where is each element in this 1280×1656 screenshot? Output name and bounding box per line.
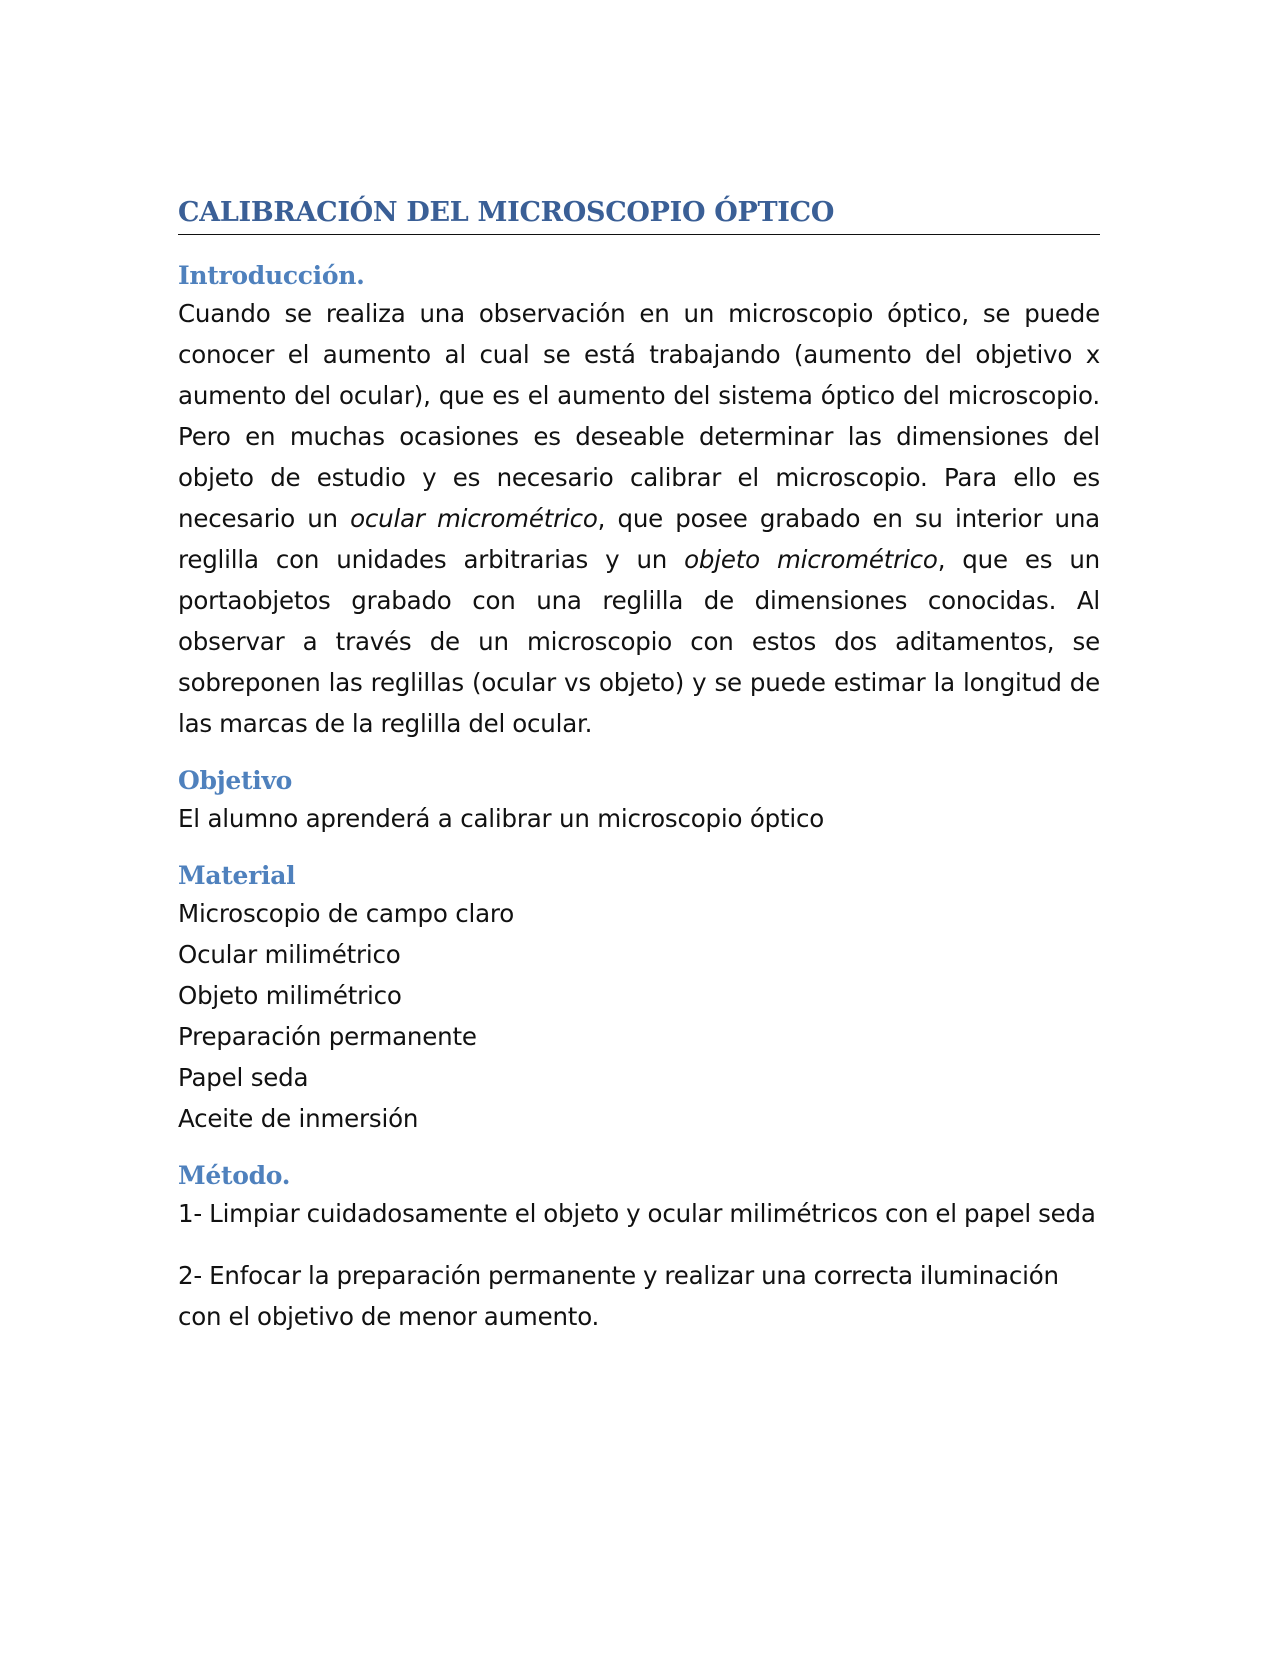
metodo-step: 1- Limpiar cuidadosamente el objeto y ocular milimétricos con el papel seda — [178, 1199, 1096, 1228]
metodo-section — [178, 1159, 1100, 1337]
material-heading: Material — [178, 861, 296, 890]
objetivo-heading: Objetivo — [178, 766, 293, 795]
material-item: Preparación permanente — [178, 1022, 477, 1051]
objetivo-section — [178, 764, 1100, 839]
intro-text-3: , que es un portaobjetos grabado con una reglilla de dimensiones conocidas. Al observar a través de un microscopio con estos dos aditamentos, se sobreponen las reglillas (ocular vs objeto) y se puede estimar la longitud de las marcas de la reglilla del ocular. — [178, 545, 1101, 738]
intro-emphasis-ocular: ocular micrométrico — [350, 504, 598, 533]
objetivo-text: El alumno aprenderá a calibrar un microscopio óptico — [178, 804, 825, 833]
intro-text-2: , que posee grabado en su interior una reglilla con unidades arbitrarias y un — [178, 504, 1100, 574]
material-item: Microscopio de campo claro — [178, 899, 515, 928]
material-section — [178, 859, 1100, 1139]
intro-text-1: Cuando se realiza una observación en un microscopio óptico, se puede conocer el aumento al cual se está trabajando (aumento del objetivo x aumento del ocular), que es el aumento del sistema óptico del microscopio. Pero en muchas ocasiones es deseable determinar las dimensiones del objeto de estudio y es necesario calibrar el microscopio. Para ello es necesario un — [178, 299, 1100, 533]
intro-paragraph — [178, 293, 1100, 744]
intro-emphasis-objeto: objeto micrométrico — [684, 545, 938, 574]
material-item: Papel seda — [178, 1063, 309, 1092]
material-item: Ocular milimétrico — [178, 940, 401, 969]
material-item: Aceite de inmersión — [178, 1104, 419, 1133]
document-title: CALIBRACIÓN DEL MICROSCOPIO ÓPTICO — [178, 196, 1100, 235]
metodo-heading: Método. — [178, 1161, 291, 1190]
document-page — [178, 196, 1100, 1337]
intro-section — [178, 259, 1100, 744]
intro-heading: Introducción. — [178, 261, 365, 290]
material-item: Objeto milimétrico — [178, 981, 402, 1010]
metodo-step: 2- Enfocar la preparación permanente y realizar una correcta iluminación con el objetivo de menor aumento. — [178, 1261, 1059, 1331]
